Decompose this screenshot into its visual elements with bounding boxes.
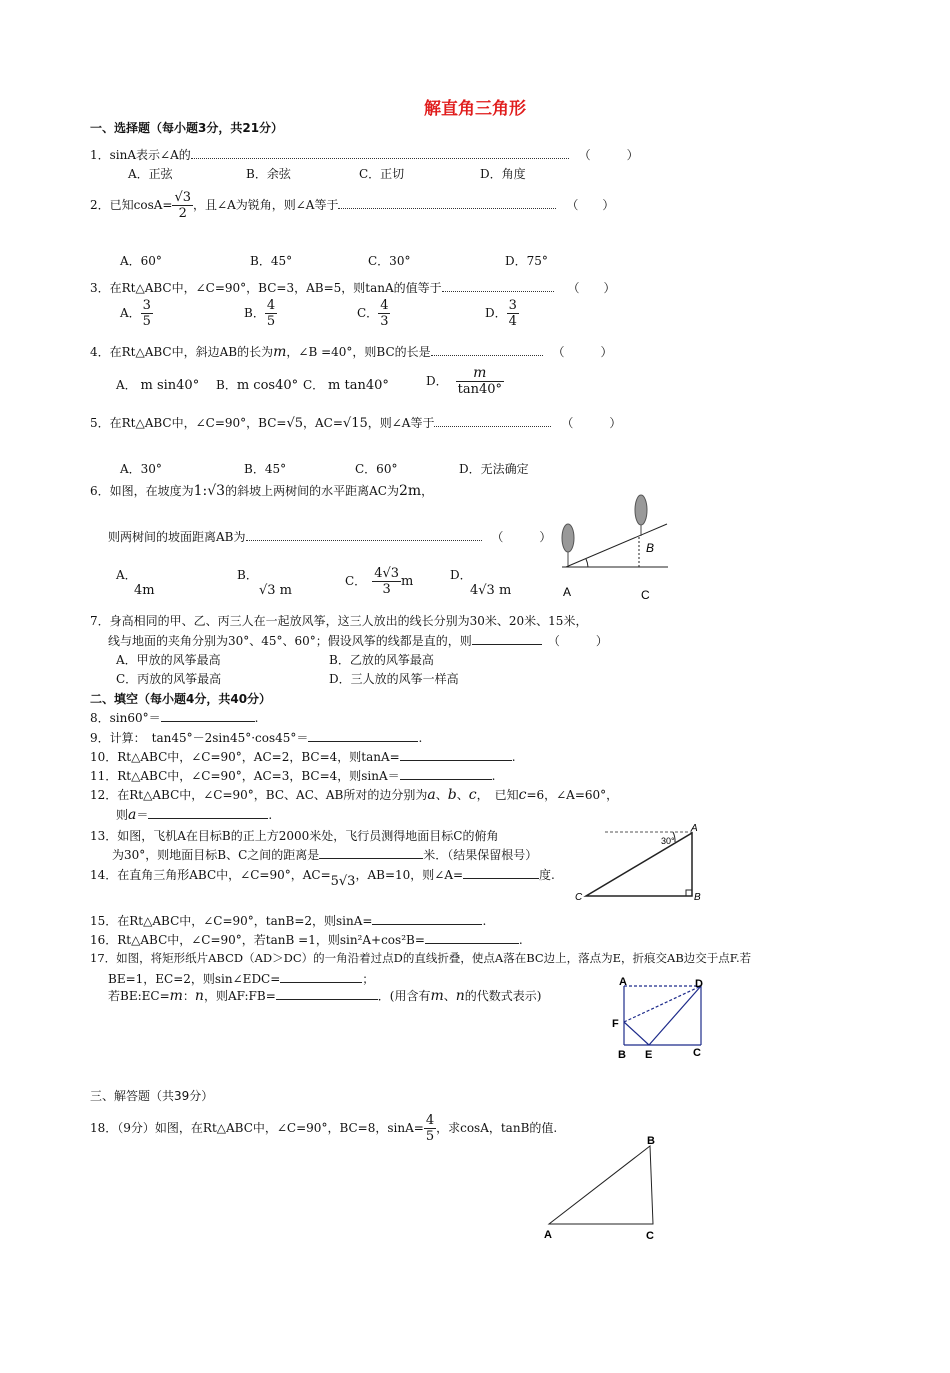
q5-post: ，则∠A等于 — [367, 416, 435, 430]
q6-c-unit: m — [401, 574, 414, 589]
page-title: 解直角三角形 — [424, 99, 526, 119]
q5-option-c: C．60° — [355, 462, 398, 476]
q4-d-label: D． — [426, 374, 448, 388]
q3-c-den: 3 — [380, 314, 389, 329]
q3-c-num: 4 — [380, 298, 389, 313]
q12-mid: ， 已知 — [476, 788, 519, 802]
q4-option-a — [116, 376, 199, 393]
q7-option-a: A．甲放的风筝最高 — [116, 653, 221, 667]
question-12: 12．在Rt△ABC中，∠C=90°，BC、AC、AB所对的边分别为a、b、c， 已知c=6，∠A=60°， — [90, 787, 619, 803]
q6-a-label: A． — [116, 568, 137, 582]
q6-post: ， — [421, 484, 434, 498]
question-18 — [90, 1113, 557, 1144]
segment-fe — [624, 1022, 649, 1045]
q5-paren: （ ） — [561, 416, 622, 430]
q11-post: . — [491, 769, 496, 783]
q10-post: . — [511, 750, 516, 764]
q2-pre: 2．已知cosA= — [90, 198, 173, 212]
q6-option-d — [450, 566, 511, 598]
q5-mid: ，AC= — [303, 416, 343, 430]
q2-blank[interactable] — [338, 197, 556, 209]
q15-blank[interactable] — [372, 913, 482, 925]
fig17-label-f: F — [612, 1018, 619, 1030]
q6-d-label: D． — [450, 568, 472, 582]
q13-line2-text: 为30°，则地面目标B、C之间的距离是 — [112, 848, 320, 862]
fig6-label-c: C — [641, 588, 650, 602]
q11-blank[interactable] — [400, 768, 492, 780]
section-heading-choice: 一、选择题（每小题3分，共21分） — [90, 121, 284, 135]
q4-d-num: m — [456, 366, 504, 382]
q9-post: . — [418, 731, 423, 745]
q13-line2 — [112, 846, 562, 863]
q4-paren: （ ） — [552, 345, 613, 359]
q18-fraction — [424, 1113, 436, 1144]
q10-blank[interactable] — [400, 749, 512, 761]
q16-blank[interactable] — [425, 932, 519, 944]
q2-option-b: B．45° — [250, 254, 293, 268]
q12-blank[interactable] — [148, 807, 268, 819]
question-9 — [90, 729, 422, 746]
q6-line2-text: 则两树间的坡面距离AB为 — [108, 530, 246, 544]
q2-num: √3 — [174, 190, 192, 205]
q4-option-b — [216, 376, 298, 393]
q7-blank[interactable] — [472, 633, 542, 645]
q5-option-b: B．45° — [244, 462, 287, 476]
q3-a-den: 5 — [142, 314, 151, 329]
q2-option-d: D．75° — [505, 254, 548, 268]
q7-line2-text: 线与地面的夹角分别为30°、45°、60°；假设风筝的线都是直的，则 — [108, 634, 472, 648]
q17-blank-2[interactable] — [276, 988, 378, 1000]
q17-var-m: m — [169, 988, 183, 1004]
right-angle-mark — [686, 890, 692, 896]
q3-blank[interactable] — [442, 280, 554, 292]
q3-a-frac — [141, 298, 153, 329]
q11-pre: 11．Rt△ABC中，∠C=90°，AC=3，BC=4，则sinA＝ — [90, 769, 400, 783]
q1-paren: （ ） — [578, 148, 639, 162]
q15-post: . — [482, 914, 487, 928]
q8-blank[interactable] — [161, 710, 255, 722]
q3-b-frac — [265, 298, 277, 329]
q6-ratio: 1:√3 — [193, 483, 226, 499]
q17-line3-post: ．(用含有 — [377, 989, 431, 1003]
q13-plane-figure — [565, 818, 710, 910]
q1-stem: 1．sinA表示∠A的 — [90, 148, 191, 162]
q6-dist: 2m — [398, 483, 422, 499]
q14-root: 5√3 — [330, 874, 356, 889]
fold-crease-fd — [624, 986, 701, 1022]
q5-root15: √15 — [342, 416, 368, 431]
q7-option-c: C．丙放的风筝最高 — [116, 672, 222, 686]
segment-ed — [649, 986, 701, 1045]
q12-eq: ＝ — [136, 808, 149, 822]
q18-post: ，求cosA，tanB的值. — [436, 1121, 558, 1135]
q5-option-a: A．30° — [120, 462, 162, 476]
q17-var-m2: m — [430, 988, 444, 1004]
q9-blank[interactable] — [308, 730, 418, 742]
q5-blank[interactable] — [434, 415, 551, 427]
q13-line1: 13．如图，飞机A在目标B的正上方2000米处，飞行员测得地面目标C的俯角 — [90, 829, 499, 843]
q2-option-c: C．30° — [368, 254, 411, 268]
q4-b-text: m cos40° — [236, 378, 299, 393]
q1-option-a: A．正弦 — [128, 167, 173, 181]
q16-pre: 16．Rt△ABC中，∠C=90°，若tanB =1，则sin²A+cos²B= — [90, 933, 425, 947]
q4-a-label: A． — [116, 378, 137, 392]
q6-blank[interactable] — [246, 529, 482, 541]
q4-option-c — [303, 376, 389, 393]
q16-post: . — [518, 933, 523, 947]
q12-var-b: b — [447, 787, 457, 803]
q6-d-value: 4√3 m — [470, 583, 512, 598]
q17-line3-mid: ，则AF:FB= — [203, 989, 276, 1003]
question-14 — [90, 866, 555, 889]
question-2 — [90, 190, 614, 221]
q3-stem: 3．在Rt△ABC中，∠C=90°，BC=3，AB=5，则tanA的值等于 — [90, 281, 442, 295]
section-heading-fill: 二、填空（每小题4分，共40分） — [90, 692, 272, 706]
section-heading-answer: 三、解答题（共39分） — [90, 1089, 214, 1103]
q14-pre: 14．在直角三角形ABC中，∠C=90°，AC= — [90, 868, 331, 882]
q3-option-d — [485, 298, 519, 329]
fig13-label-b: B — [694, 892, 701, 903]
question-15 — [90, 912, 486, 929]
q4-d-frac — [456, 366, 504, 397]
q1-option-d: D．角度 — [480, 167, 526, 181]
q3-d-den: 4 — [508, 314, 517, 329]
q6-b-value: √3 m — [259, 583, 293, 598]
q6-option-b — [237, 566, 292, 598]
q9-pre: 9．计算： tan45°－2sin45°·cos45°＝ — [90, 731, 309, 745]
q2-paren: （ ） — [566, 198, 615, 212]
q2-option-a: A．60° — [120, 254, 162, 268]
fig18-label-b: B — [647, 1135, 655, 1147]
q18-pre: 18．（9分）如图，在Rt△ABC中，∠C=90°，BC=8，sinA= — [90, 1121, 424, 1135]
question-6 — [90, 482, 433, 499]
q3-b-num: 4 — [266, 298, 276, 313]
q6-mid: 的斜坡上两树间的水平距离AC为 — [225, 484, 399, 498]
q4-d-den: tan40° — [457, 382, 503, 397]
q12-tail: =6，∠A=60°， — [526, 788, 619, 802]
q7-option-b: B．乙放的风筝最高 — [329, 653, 434, 667]
q12-var-a2: a — [128, 807, 137, 823]
q7-paren: （ ） — [547, 634, 608, 648]
fig17-label-a: A — [619, 976, 627, 988]
q6-slope-figure — [552, 490, 677, 608]
q5-root5: √5 — [286, 416, 304, 431]
question-5 — [90, 414, 621, 431]
q4-blank[interactable] — [431, 344, 543, 356]
q12-then: 则 — [116, 808, 129, 822]
question-3 — [90, 279, 615, 296]
q17-line3-pre: 若BE:EC= — [108, 989, 170, 1003]
triangle-abc — [586, 833, 692, 896]
q4-mid: ，∠B =40°，则BC的长是 — [286, 345, 431, 359]
question-8 — [90, 709, 258, 726]
q12-var-c2: c — [518, 787, 527, 803]
fig6-label-b: B — [646, 541, 655, 555]
fig17-label-c: C — [693, 1047, 701, 1059]
q3-b-den: 5 — [266, 314, 276, 329]
q8-post: . — [254, 711, 259, 725]
q2-post: ，且∠A为锐角，则∠A等于 — [193, 198, 339, 212]
q6-option-a — [116, 566, 155, 598]
q6-c-label: C． — [345, 574, 367, 588]
q12-var-c: c — [468, 787, 477, 803]
q18-den: 5 — [425, 1129, 435, 1144]
q6-b-label: B． — [237, 568, 258, 582]
q3-d-label: D． — [485, 306, 507, 320]
q17-var-n: n — [194, 988, 204, 1004]
q15-pre: 15．在Rt△ABC中，∠C=90°，tanB=2，则sinA= — [90, 914, 373, 928]
q3-a-label: A． — [120, 306, 141, 320]
q4-b-label: B． — [216, 378, 237, 392]
q4-option-d — [426, 366, 504, 397]
q3-option-c — [357, 298, 390, 329]
q14-mid: ，AB=10，则∠A= — [355, 868, 464, 882]
q17-line3-end: 的代数式表示) — [464, 989, 542, 1003]
q8-pre: 8．sin60°＝ — [90, 711, 161, 725]
fig17-label-e: E — [645, 1049, 653, 1061]
question-10 — [90, 748, 516, 765]
q17-sep: 、 — [443, 989, 456, 1003]
q6-line2 — [108, 528, 551, 545]
tree-right-icon — [635, 495, 647, 536]
q13-blank[interactable] — [319, 847, 423, 859]
q6-c-num: 4√3 — [374, 566, 400, 581]
question-1 — [90, 146, 639, 163]
q7-line2 — [108, 632, 608, 649]
q3-d-frac — [507, 298, 519, 329]
q5-pre: 5．在Rt△ABC中，∠C=90°，BC= — [90, 416, 287, 430]
triangle-abc — [549, 1146, 653, 1224]
q17-line1: 17．如图，将矩形纸片ABCD（AD＞DC）的一角沿着过点D的直线折叠，使点A落在BC边上，落点为E，折痕交AB边交于点F.若 — [90, 951, 752, 965]
q17-rectangle-figure — [610, 974, 710, 1064]
q7-line1: 7．身高相同的甲、乙、丙三人在一起放风筝，这三人放出的线长分别为30米、20米、15米， — [90, 614, 588, 628]
q6-pre: 6．如图，在坡度为 — [90, 484, 194, 498]
q4-pre: 4．在Rt△ABC中，斜边AB的长为 — [90, 345, 274, 359]
q6-c-den: 3 — [382, 582, 391, 597]
q4-var-m: m — [273, 344, 287, 360]
q12-line2 — [116, 806, 272, 823]
q5-option-d: D．无法确定 — [459, 462, 529, 476]
q2-fraction — [172, 190, 193, 221]
q3-d-num: 3 — [508, 298, 517, 313]
q13-post: 米．（结果保留根号） — [423, 848, 538, 862]
q3-a-num: 3 — [142, 298, 151, 313]
q10-pre: 10．Rt△ABC中，∠C=90°，AC=2，BC=4，则tanA= — [90, 750, 400, 764]
q18-num: 4 — [425, 1113, 435, 1128]
q4-a-text: m sin40° — [140, 378, 200, 393]
fig17-label-b: B — [618, 1049, 626, 1061]
fig17-label-d: D — [695, 978, 703, 990]
q17-blank-1[interactable] — [280, 971, 362, 983]
q4-c-label: C． — [303, 378, 325, 392]
q7-option-d: D．三人放的风筝一样高 — [329, 672, 459, 686]
q17-line2 — [108, 970, 374, 987]
fig13-label-a: A — [691, 823, 698, 834]
fig13-label-c: C — [575, 892, 583, 903]
q18-triangle-figure — [538, 1132, 668, 1244]
q17-colon: ： — [182, 989, 195, 1003]
q12-post: . — [268, 808, 273, 822]
q14-blank[interactable] — [463, 867, 539, 879]
question-4 — [90, 343, 612, 360]
q3-c-label: C． — [357, 306, 379, 320]
q1-option-c: C．正切 — [359, 167, 405, 181]
q17-line3 — [108, 987, 541, 1004]
q4-c-text: m tan40° — [328, 378, 389, 393]
q6-c-frac — [372, 566, 401, 597]
q6-option-c — [345, 566, 413, 597]
angle-arc — [586, 559, 588, 567]
q17-line2-post: ； — [362, 972, 375, 986]
q12-pre: 12．在Rt△ABC中，∠C=90°，BC、AC、AB所对的边分别为 — [90, 788, 428, 802]
q3-paren: （ ） — [567, 281, 616, 295]
fig18-label-a: A — [544, 1229, 552, 1241]
fig6-label-a: A — [563, 585, 572, 599]
fig18-label-c: C — [646, 1230, 654, 1242]
q2-den: 2 — [178, 206, 187, 221]
q17-line2-text: BE=1，EC=2，则sin∠EDC= — [108, 972, 281, 986]
q12-var-a: a — [427, 787, 436, 803]
q6-a-value: 4m — [134, 583, 155, 598]
q1-option-b: B．余弦 — [246, 167, 291, 181]
question-11 — [90, 767, 495, 784]
tree-left-icon — [562, 524, 574, 566]
q17-var-n2: n — [455, 988, 465, 1004]
q3-option-b — [244, 298, 277, 329]
q14-post: 度. — [539, 868, 555, 882]
fig13-angle-label: 30° — [661, 836, 675, 846]
q3-option-a — [120, 298, 153, 329]
q3-b-label: B． — [244, 306, 265, 320]
q3-c-frac — [378, 298, 390, 329]
q6-paren: （ ） — [491, 530, 552, 544]
question-16 — [90, 931, 523, 948]
q1-blank[interactable] — [191, 147, 569, 159]
